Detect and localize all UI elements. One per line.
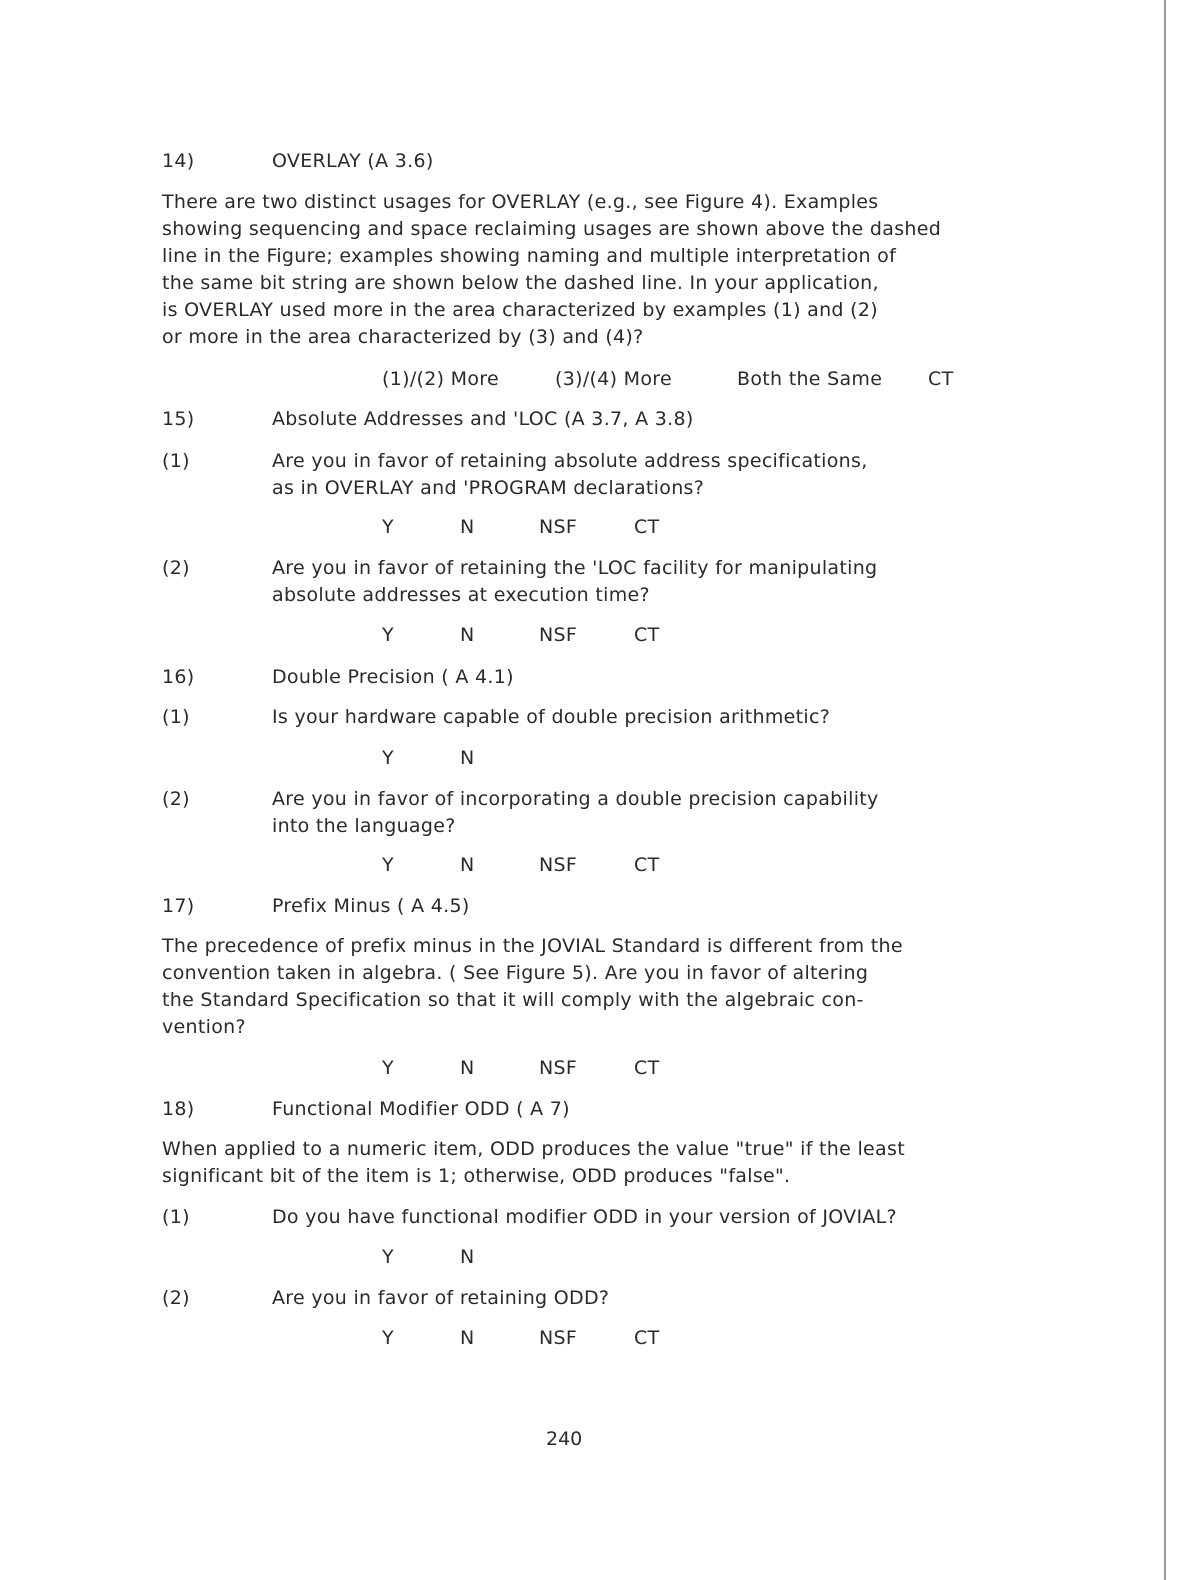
q14-body-line: There are two distinct usages for OVERLAY (e.g., see Figure 4). Examples xyxy=(162,191,879,213)
q15-1-line: Are you in favor of retaining absolute address specifications, xyxy=(272,450,868,472)
q16-1-number: (1) xyxy=(162,706,190,728)
q16-2-option-n[interactable]: N xyxy=(460,854,475,876)
q18-2-line: Are you in favor of retaining ODD? xyxy=(272,1287,610,1309)
q18-title: Functional Modifier ODD ( A 7) xyxy=(272,1098,570,1120)
q16-1-option-y[interactable]: Y xyxy=(382,747,394,769)
q15-2-number: (2) xyxy=(162,557,190,579)
q17-option-y[interactable]: Y xyxy=(382,1057,394,1079)
q17-option-n[interactable]: N xyxy=(460,1057,475,1079)
q15-1-option-ct[interactable]: CT xyxy=(634,516,660,538)
q18-2-option-ct[interactable]: CT xyxy=(634,1327,660,1349)
q14-option-ct[interactable]: CT xyxy=(928,368,954,390)
page-number: 240 xyxy=(546,1428,583,1450)
q17-option-ct[interactable]: CT xyxy=(634,1057,660,1079)
q14-body-line: or more in the area characterized by (3) and (4)? xyxy=(162,326,644,348)
q17-title: Prefix Minus ( A 4.5) xyxy=(272,895,470,917)
q16-number: 16) xyxy=(162,666,195,688)
q17-body-line: The precedence of prefix minus in the JOVIAL Standard is different from the xyxy=(162,935,903,957)
q15-1-number: (1) xyxy=(162,450,190,472)
q14-option-1-2-more[interactable]: (1)/(2) More xyxy=(382,368,499,390)
q17-body-line: the Standard Specification so that it will comply with the algebraic con- xyxy=(162,989,864,1011)
q18-1-option-y[interactable]: Y xyxy=(382,1246,394,1268)
q14-body-line: is OVERLAY used more in the area characterized by examples (1) and (2) xyxy=(162,299,878,321)
q16-2-line: into the language? xyxy=(272,815,456,837)
q15-title: Absolute Addresses and 'LOC (A 3.7, A 3.8) xyxy=(272,408,694,430)
q16-2-number: (2) xyxy=(162,788,190,810)
q18-body-line: significant bit of the item is 1; otherwise, ODD produces "false". xyxy=(162,1165,791,1187)
q17-body-line: convention taken in algebra. ( See Figure 5). Are you in favor of altering xyxy=(162,962,869,984)
q15-1-option-nsf[interactable]: NSF xyxy=(539,516,578,538)
q15-number: 15) xyxy=(162,408,195,430)
q16-2-line: Are you in favor of incorporating a double precision capability xyxy=(272,788,879,810)
q14-body-line: showing sequencing and space reclaiming usages are shown above the dashed xyxy=(162,218,942,240)
q18-1-number: (1) xyxy=(162,1206,190,1228)
q16-title: Double Precision ( A 4.1) xyxy=(272,666,514,688)
q14-body-line: line in the Figure; examples showing naming and multiple interpretation of xyxy=(162,245,897,267)
q14-body-line: the same bit string are shown below the dashed line. In your application, xyxy=(162,272,879,294)
q15-2-option-n[interactable]: N xyxy=(460,624,475,646)
q16-2-option-y[interactable]: Y xyxy=(382,854,394,876)
q18-body-line: When applied to a numeric item, ODD produces the value "true" if the least xyxy=(162,1138,905,1160)
q18-2-option-y[interactable]: Y xyxy=(382,1327,394,1349)
q15-1-line: as in OVERLAY and 'PROGRAM declarations? xyxy=(272,477,705,499)
q18-1-line: Do you have functional modifier ODD in your version of JOVIAL? xyxy=(272,1206,897,1228)
q17-option-nsf[interactable]: NSF xyxy=(539,1057,578,1079)
q16-2-option-ct[interactable]: CT xyxy=(634,854,660,876)
q15-1-option-n[interactable]: N xyxy=(460,516,475,538)
q16-1-option-n[interactable]: N xyxy=(460,747,475,769)
q15-2-line: Are you in favor of retaining the 'LOC facility for manipulating xyxy=(272,557,878,579)
q14-option-3-4-more[interactable]: (3)/(4) More xyxy=(555,368,672,390)
q15-2-line: absolute addresses at execution time? xyxy=(272,584,650,606)
q16-2-option-nsf[interactable]: NSF xyxy=(539,854,578,876)
q18-2-option-n[interactable]: N xyxy=(460,1327,475,1349)
q15-2-option-ct[interactable]: CT xyxy=(634,624,660,646)
q15-1-option-y[interactable]: Y xyxy=(382,516,394,538)
q18-number: 18) xyxy=(162,1098,195,1120)
q16-1-line: Is your hardware capable of double precision arithmetic? xyxy=(272,706,831,728)
q14-option-both-same[interactable]: Both the Same xyxy=(737,368,883,390)
q18-2-option-nsf[interactable]: NSF xyxy=(539,1327,578,1349)
q18-1-option-n[interactable]: N xyxy=(460,1246,475,1268)
q15-2-option-nsf[interactable]: NSF xyxy=(539,624,578,646)
page-edge-line xyxy=(1164,0,1166,1580)
q18-2-number: (2) xyxy=(162,1287,190,1309)
q17-body-line: vention? xyxy=(162,1016,246,1038)
q15-2-option-y[interactable]: Y xyxy=(382,624,394,646)
q17-number: 17) xyxy=(162,895,195,917)
q14-number: 14) xyxy=(162,150,195,172)
q14-title: OVERLAY (A 3.6) xyxy=(272,150,434,172)
